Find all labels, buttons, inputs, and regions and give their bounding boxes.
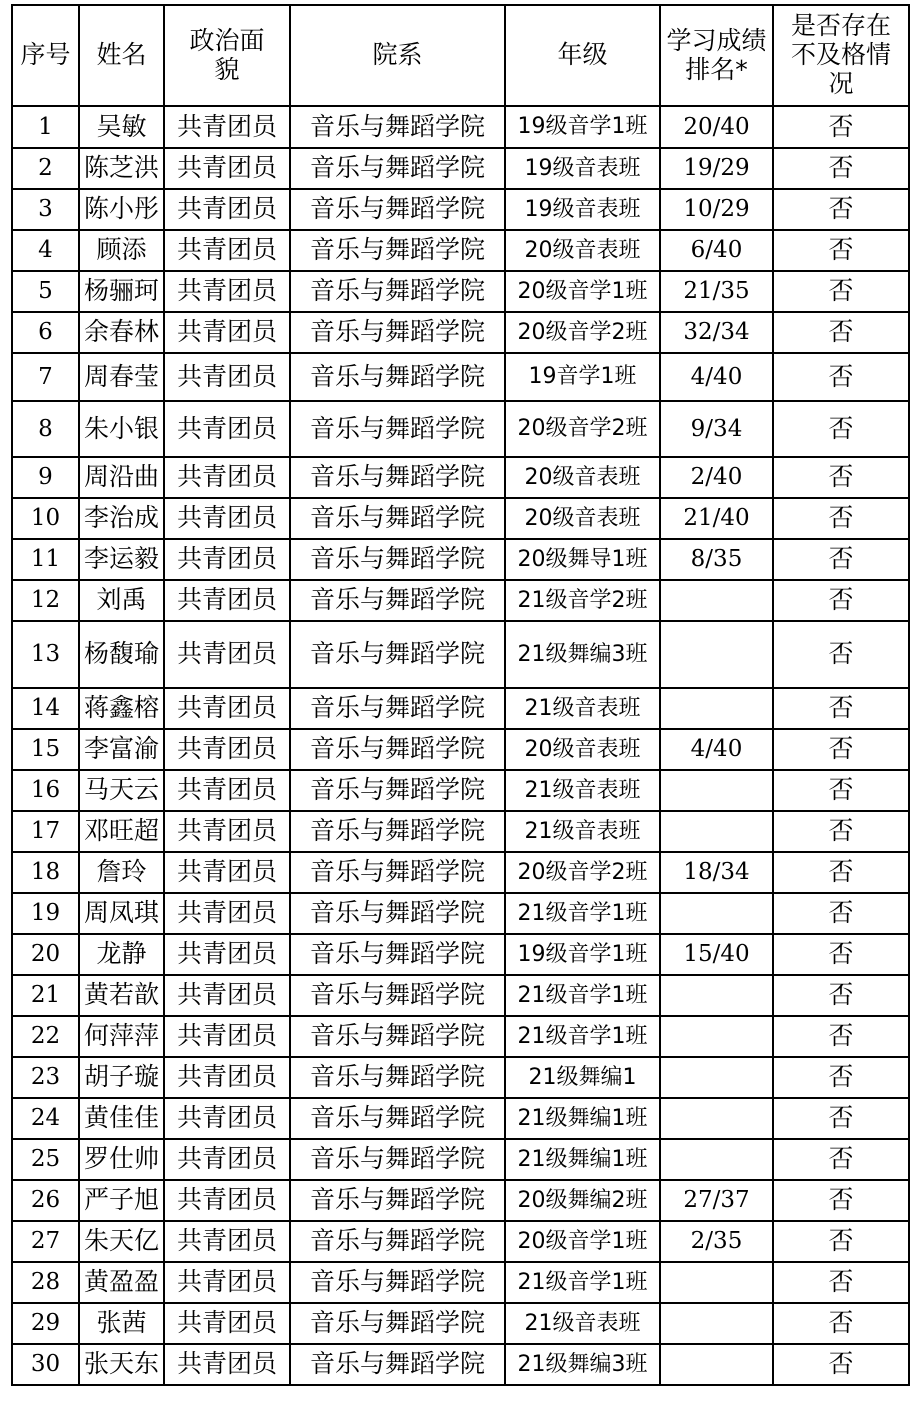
cell-department: 音乐与舞蹈学院 (290, 1016, 505, 1057)
cell-name: 周沿曲 (79, 457, 164, 498)
cell-grade: 21级音学1班 (505, 1016, 660, 1057)
table-row (12, 770, 909, 811)
cell-fail: 否 (773, 580, 909, 621)
cell-political: 共青团员 (164, 1098, 290, 1139)
cell-name: 陈芝洪 (79, 148, 164, 189)
cell-name: 张天东 (79, 1344, 164, 1385)
cell-grade: 19级音表班 (505, 189, 660, 230)
cell-name: 龙静 (79, 934, 164, 975)
cell-no: 4 (12, 230, 79, 271)
cell-fail: 否 (773, 271, 909, 312)
cell-grade: 20级音学2班 (505, 312, 660, 353)
cell-rank: 32/34 (660, 312, 773, 353)
table-row (12, 1057, 909, 1098)
cell-no: 15 (12, 729, 79, 770)
cell-political: 共青团员 (164, 729, 290, 770)
cell-name: 刘禹 (79, 580, 164, 621)
cell-political: 共青团员 (164, 148, 290, 189)
cell-no: 1 (12, 106, 79, 148)
cell-no: 5 (12, 271, 79, 312)
cell-department: 音乐与舞蹈学院 (290, 893, 505, 934)
cell-name: 陈小彤 (79, 189, 164, 230)
cell-grade: 20级音表班 (505, 729, 660, 770)
cell-no: 3 (12, 189, 79, 230)
cell-grade: 21级音表班 (505, 770, 660, 811)
table-row (12, 1098, 909, 1139)
cell-political: 共青团员 (164, 852, 290, 893)
cell-rank (660, 1016, 773, 1057)
cell-fail: 否 (773, 106, 909, 148)
cell-name: 黄佳佳 (79, 1098, 164, 1139)
cell-name: 邓旺超 (79, 811, 164, 852)
cell-department: 音乐与舞蹈学院 (290, 934, 505, 975)
cell-grade: 20级音表班 (505, 230, 660, 271)
cell-name: 朱小银 (79, 401, 164, 457)
cell-political: 共青团员 (164, 1016, 290, 1057)
cell-political: 共青团员 (164, 1262, 290, 1303)
cell-no: 8 (12, 401, 79, 457)
cell-grade: 20级音学2班 (505, 401, 660, 457)
cell-fail: 否 (773, 770, 909, 811)
cell-grade: 20级音学1班 (505, 271, 660, 312)
cell-fail: 否 (773, 1057, 909, 1098)
cell-rank: 4/40 (660, 729, 773, 770)
cell-fail: 否 (773, 688, 909, 729)
cell-no: 7 (12, 353, 79, 401)
cell-grade: 20级舞编2班 (505, 1180, 660, 1221)
table-row (12, 230, 909, 271)
table-row (12, 1221, 909, 1262)
cell-fail: 否 (773, 1303, 909, 1344)
cell-name: 张茜 (79, 1303, 164, 1344)
table-row (12, 852, 909, 893)
cell-political: 共青团员 (164, 353, 290, 401)
cell-fail: 否 (773, 189, 909, 230)
cell-department: 音乐与舞蹈学院 (290, 1139, 505, 1180)
table-row (12, 312, 909, 353)
cell-fail: 否 (773, 621, 909, 688)
cell-rank: 4/40 (660, 353, 773, 401)
table-row (12, 353, 909, 401)
cell-name: 詹玲 (79, 852, 164, 893)
cell-department: 音乐与舞蹈学院 (290, 729, 505, 770)
table-row (12, 1303, 909, 1344)
cell-name: 周春莹 (79, 353, 164, 401)
cell-department: 音乐与舞蹈学院 (290, 189, 505, 230)
cell-fail: 否 (773, 539, 909, 580)
cell-political: 共青团员 (164, 189, 290, 230)
cell-department: 音乐与舞蹈学院 (290, 106, 505, 148)
cell-no: 25 (12, 1139, 79, 1180)
cell-grade: 21级音表班 (505, 688, 660, 729)
cell-department: 音乐与舞蹈学院 (290, 1303, 505, 1344)
cell-fail: 否 (773, 729, 909, 770)
cell-political: 共青团员 (164, 580, 290, 621)
cell-rank (660, 621, 773, 688)
cell-no: 10 (12, 498, 79, 539)
table-row (12, 893, 909, 934)
cell-rank: 6/40 (660, 230, 773, 271)
cell-name: 严子旭 (79, 1180, 164, 1221)
cell-grade: 21级音表班 (505, 1303, 660, 1344)
cell-name: 周凤琪 (79, 893, 164, 934)
cell-no: 22 (12, 1016, 79, 1057)
header-rank: 学习成绩排名* (660, 5, 773, 106)
cell-name: 杨骊珂 (79, 271, 164, 312)
cell-fail: 否 (773, 353, 909, 401)
cell-no: 27 (12, 1221, 79, 1262)
cell-department: 音乐与舞蹈学院 (290, 148, 505, 189)
cell-political: 共青团员 (164, 1221, 290, 1262)
cell-fail: 否 (773, 230, 909, 271)
cell-department: 音乐与舞蹈学院 (290, 353, 505, 401)
cell-no: 20 (12, 934, 79, 975)
cell-name: 罗仕帅 (79, 1139, 164, 1180)
cell-department: 音乐与舞蹈学院 (290, 621, 505, 688)
cell-grade: 20级音表班 (505, 457, 660, 498)
cell-fail: 否 (773, 852, 909, 893)
cell-political: 共青团员 (164, 1180, 290, 1221)
cell-political: 共青团员 (164, 539, 290, 580)
table-row (12, 688, 909, 729)
cell-rank (660, 1057, 773, 1098)
table-row (12, 580, 909, 621)
cell-name: 余春林 (79, 312, 164, 353)
cell-no: 30 (12, 1344, 79, 1385)
cell-grade: 21级音表班 (505, 811, 660, 852)
cell-rank: 10/29 (660, 189, 773, 230)
cell-department: 音乐与舞蹈学院 (290, 1262, 505, 1303)
header-name: 姓名 (79, 5, 164, 106)
cell-political: 共青团员 (164, 811, 290, 852)
cell-rank: 15/40 (660, 934, 773, 975)
cell-fail: 否 (773, 1262, 909, 1303)
cell-political: 共青团员 (164, 975, 290, 1016)
cell-rank (660, 975, 773, 1016)
cell-name: 黄盈盈 (79, 1262, 164, 1303)
cell-rank (660, 580, 773, 621)
cell-department: 音乐与舞蹈学院 (290, 271, 505, 312)
cell-fail: 否 (773, 1098, 909, 1139)
cell-rank: 8/35 (660, 539, 773, 580)
cell-fail: 否 (773, 312, 909, 353)
cell-name: 李运毅 (79, 539, 164, 580)
table-row (12, 1344, 909, 1385)
cell-grade: 19级音学1班 (505, 934, 660, 975)
cell-no: 24 (12, 1098, 79, 1139)
cell-rank (660, 770, 773, 811)
cell-fail: 否 (773, 934, 909, 975)
cell-name: 朱天亿 (79, 1221, 164, 1262)
cell-name: 李富渝 (79, 729, 164, 770)
cell-department: 音乐与舞蹈学院 (290, 1221, 505, 1262)
cell-no: 11 (12, 539, 79, 580)
cell-fail: 否 (773, 148, 909, 189)
table-row (12, 1139, 909, 1180)
cell-department: 音乐与舞蹈学院 (290, 770, 505, 811)
cell-grade: 21级舞编1班 (505, 1098, 660, 1139)
cell-rank: 2/40 (660, 457, 773, 498)
cell-political: 共青团员 (164, 934, 290, 975)
cell-political: 共青团员 (164, 1057, 290, 1098)
cell-political: 共青团员 (164, 770, 290, 811)
cell-grade: 20级舞导1班 (505, 539, 660, 580)
cell-no: 13 (12, 621, 79, 688)
cell-department: 音乐与舞蹈学院 (290, 688, 505, 729)
table-row (12, 1016, 909, 1057)
table-row (12, 271, 909, 312)
cell-grade: 21级音学1班 (505, 1262, 660, 1303)
cell-grade: 19音学1班 (505, 353, 660, 401)
cell-political: 共青团员 (164, 498, 290, 539)
cell-rank (660, 688, 773, 729)
table-row (12, 975, 909, 1016)
cell-rank: 2/35 (660, 1221, 773, 1262)
cell-rank (660, 1139, 773, 1180)
cell-rank (660, 1262, 773, 1303)
table-row (12, 729, 909, 770)
cell-grade: 21级音学2班 (505, 580, 660, 621)
cell-department: 音乐与舞蹈学院 (290, 457, 505, 498)
cell-department: 音乐与舞蹈学院 (290, 401, 505, 457)
cell-fail: 否 (773, 1344, 909, 1385)
cell-name: 蒋鑫榕 (79, 688, 164, 729)
cell-political: 共青团员 (164, 312, 290, 353)
cell-fail: 否 (773, 975, 909, 1016)
cell-rank (660, 893, 773, 934)
cell-grade: 20级音表班 (505, 498, 660, 539)
table-row (12, 189, 909, 230)
cell-grade: 21级音学1班 (505, 975, 660, 1016)
header-no: 序号 (12, 5, 79, 106)
table-row (12, 498, 909, 539)
cell-no: 28 (12, 1262, 79, 1303)
cell-name: 马天云 (79, 770, 164, 811)
cell-rank: 18/34 (660, 852, 773, 893)
cell-rank: 19/29 (660, 148, 773, 189)
header-political: 政治面貌 (164, 5, 290, 106)
cell-grade: 21级舞编3班 (505, 621, 660, 688)
table-row (12, 1180, 909, 1221)
cell-political: 共青团员 (164, 106, 290, 148)
header-row (12, 5, 909, 106)
cell-rank (660, 1303, 773, 1344)
cell-department: 音乐与舞蹈学院 (290, 312, 505, 353)
cell-no: 14 (12, 688, 79, 729)
table-row (12, 1262, 909, 1303)
cell-grade: 21级舞编1班 (505, 1139, 660, 1180)
cell-department: 音乐与舞蹈学院 (290, 852, 505, 893)
cell-political: 共青团员 (164, 271, 290, 312)
cell-political: 共青团员 (164, 230, 290, 271)
table-row (12, 401, 909, 457)
cell-no: 23 (12, 1057, 79, 1098)
cell-fail: 否 (773, 1139, 909, 1180)
cell-grade: 19级音学1班 (505, 106, 660, 148)
cell-political: 共青团员 (164, 1303, 290, 1344)
header-department: 院系 (290, 5, 505, 106)
header-grade: 年级 (505, 5, 660, 106)
cell-rank (660, 1098, 773, 1139)
cell-rank (660, 1344, 773, 1385)
cell-department: 音乐与舞蹈学院 (290, 498, 505, 539)
cell-political: 共青团员 (164, 688, 290, 729)
cell-rank (660, 811, 773, 852)
cell-department: 音乐与舞蹈学院 (290, 580, 505, 621)
cell-no: 17 (12, 811, 79, 852)
cell-grade: 20级音学2班 (505, 852, 660, 893)
cell-no: 21 (12, 975, 79, 1016)
table-row (12, 811, 909, 852)
cell-no: 12 (12, 580, 79, 621)
cell-fail: 否 (773, 1180, 909, 1221)
cell-grade: 20级音学1班 (505, 1221, 660, 1262)
cell-department: 音乐与舞蹈学院 (290, 230, 505, 271)
cell-grade: 21级音学1班 (505, 893, 660, 934)
cell-rank: 20/40 (660, 106, 773, 148)
table-row (12, 539, 909, 580)
cell-no: 9 (12, 457, 79, 498)
cell-fail: 否 (773, 893, 909, 934)
table-row (12, 106, 909, 148)
cell-political: 共青团员 (164, 1139, 290, 1180)
cell-rank: 9/34 (660, 401, 773, 457)
cell-no: 26 (12, 1180, 79, 1221)
cell-name: 杨馥瑜 (79, 621, 164, 688)
cell-political: 共青团员 (164, 457, 290, 498)
cell-rank: 21/40 (660, 498, 773, 539)
cell-name: 黄若歆 (79, 975, 164, 1016)
cell-fail: 否 (773, 1016, 909, 1057)
cell-grade: 19级音表班 (505, 148, 660, 189)
cell-rank: 27/37 (660, 1180, 773, 1221)
cell-grade: 21级舞编3班 (505, 1344, 660, 1385)
cell-department: 音乐与舞蹈学院 (290, 1057, 505, 1098)
cell-political: 共青团员 (164, 1344, 290, 1385)
cell-no: 19 (12, 893, 79, 934)
cell-department: 音乐与舞蹈学院 (290, 1180, 505, 1221)
cell-name: 李治成 (79, 498, 164, 539)
cell-department: 音乐与舞蹈学院 (290, 539, 505, 580)
cell-fail: 否 (773, 498, 909, 539)
cell-political: 共青团员 (164, 621, 290, 688)
cell-fail: 否 (773, 811, 909, 852)
cell-fail: 否 (773, 1221, 909, 1262)
student-list-table (11, 4, 910, 1386)
cell-department: 音乐与舞蹈学院 (290, 1098, 505, 1139)
table-row (12, 934, 909, 975)
cell-name: 胡子璇 (79, 1057, 164, 1098)
table-row (12, 621, 909, 688)
cell-name: 顾添 (79, 230, 164, 271)
cell-department: 音乐与舞蹈学院 (290, 1344, 505, 1385)
table-row (12, 148, 909, 189)
cell-no: 29 (12, 1303, 79, 1344)
cell-department: 音乐与舞蹈学院 (290, 975, 505, 1016)
header-fail: 是否存在不及格情况 (773, 5, 909, 106)
cell-no: 2 (12, 148, 79, 189)
cell-department: 音乐与舞蹈学院 (290, 811, 505, 852)
cell-fail: 否 (773, 457, 909, 498)
cell-name: 吴敏 (79, 106, 164, 148)
table-row (12, 457, 909, 498)
cell-fail: 否 (773, 401, 909, 457)
cell-no: 16 (12, 770, 79, 811)
cell-no: 18 (12, 852, 79, 893)
cell-political: 共青团员 (164, 401, 290, 457)
cell-name: 何萍萍 (79, 1016, 164, 1057)
cell-rank: 21/35 (660, 271, 773, 312)
cell-grade: 21级舞编1 (505, 1057, 660, 1098)
cell-no: 6 (12, 312, 79, 353)
cell-political: 共青团员 (164, 893, 290, 934)
